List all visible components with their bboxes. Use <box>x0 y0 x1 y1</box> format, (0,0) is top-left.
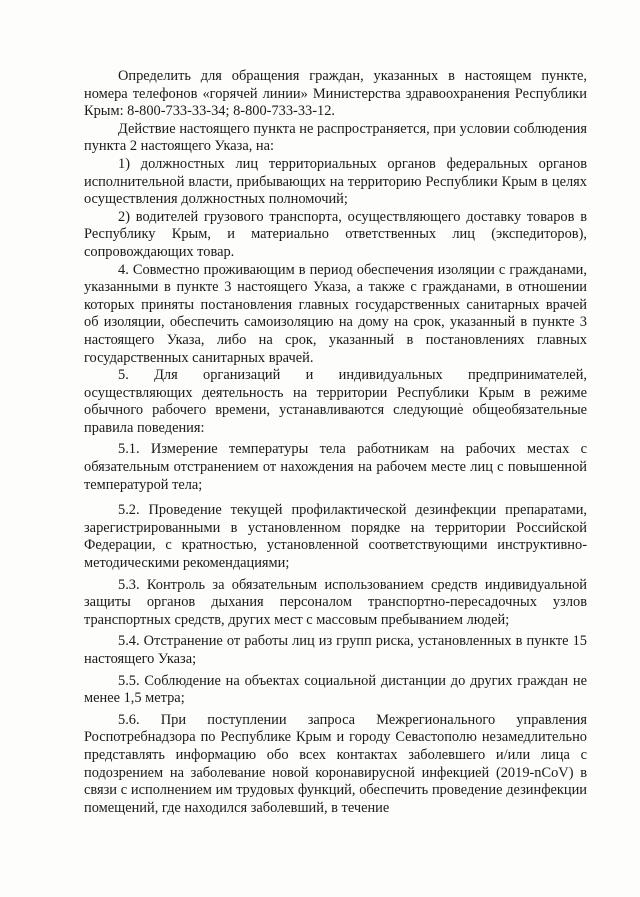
paragraph-item-5-4: 5.4. Отстранение от работы лиц из групп риска, установленных в пункте 15 настоящего Указа; <box>84 633 587 667</box>
paragraph-exception-drivers: 2) водителей грузового транспорта, осуществляющего доставку товаров в Республику Крым, и материально ответственных лиц (экспедиторов), сопровождающих товар. <box>84 208 587 260</box>
document-body <box>84 68 587 817</box>
paragraph-item-5-5: 5.5. Соблюдение на объектах социальной дистанции до других граждан не менее 1,5 метра; <box>84 672 587 707</box>
paragraph-item-5: 5. Для организаций и индивидуальных предпринимателей, осуществляющих деятельность на территории Республики Крым в режиме обычного рабочего времени, устанавливаются следующие общеобязательные правила поведения: <box>84 367 587 436</box>
paragraph-item-5-6: 5.6. При поступлении запроса Межрегионального управления Роспотребнадзора по Республике Крым и городу Севастополю незамедлительно представлять информацию обо всех контактах заболевшего и/или лица с подозрением на заболевание новой коронавирусной инфекцией (2019-nCoV) в связи с исполнением им трудовых функций, обеспечить проведение дезинфекции помещений, где находился заболевший, в течение <box>84 711 587 816</box>
paragraph-item-5-2: 5.2. Проведение текущей профилактической дезинфекции препаратами, зарегистрированными в установленном порядке на территории Российской Федерации, с кратностью, установленной соответствующими инструктивно-методическими рекомендациями; <box>84 502 587 572</box>
paragraph-exceptions-intro: Действие настоящего пункта не распространяется, при условии соблюдения пункта 2 настоящего Указа, на: <box>84 120 587 155</box>
paragraph-item-4: 4. Совместно проживающим в период обеспечения изоляции с гражданами, указанными в пункте 3 настоящего Указа, а также с гражданами, в отношении которых приняты постановления главных государственных санитарных врачей об изоляции, обеспечить самоизоляцию на дому на срок, указанный в пункте 3 настоящего Указа, либо на срок, указанный в постановлениях главных государственных санитарных врачей. <box>84 261 587 366</box>
paragraph-item-5-3: 5.3. Контроль за обязательным использованием средств индивидуальной защиты органов дыхания персоналом транспортно-пересадочных узлов транспортных средств, других мест с массовым пребыванием людей; <box>84 576 587 628</box>
paragraph-hotline: Определить для обращения граждан, указанных в настоящем пункте, номера телефонов «горячей линии» Министерства здравоохранения Республики Крым: 8-800-733-33-34; 8-800-733-33-12. <box>84 68 587 120</box>
paragraph-item-5-1: 5.1. Измерение температуры тела работникам на рабочих местах с обязательным отстранением от нахождения на рабочем месте лиц с повышенной температурой тела; <box>84 441 587 493</box>
paragraph-exception-officials: 1) должностных лиц территориальных органов федеральных органов исполнительной власти, прибывающих на территорию Республики Крым в целях осуществления должностных полномочий; <box>84 155 587 208</box>
